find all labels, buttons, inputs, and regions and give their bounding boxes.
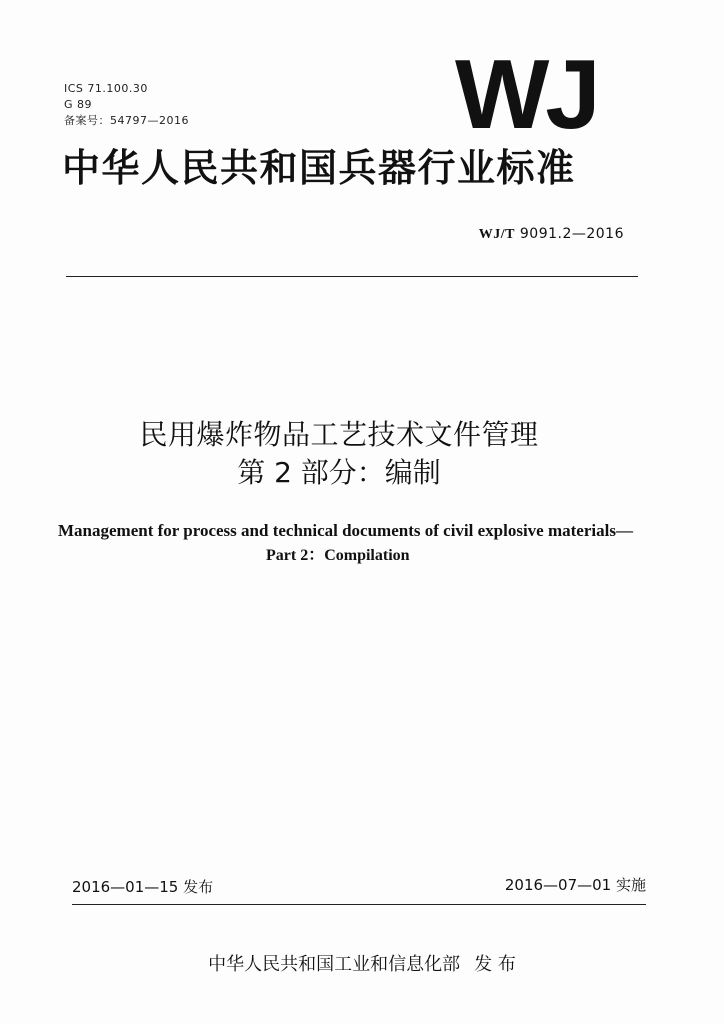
- wj-logo: WJ: [455, 39, 597, 149]
- ics-code: ICS 71.100.30: [64, 82, 148, 95]
- publisher-line: [0, 952, 724, 978]
- standard-number-prefix: WJ/T: [478, 227, 515, 242]
- standard-category-title: 中华人民共和国兵器行业标准: [62, 146, 576, 190]
- issue-date: 2016—01—15 发布: [72, 878, 214, 896]
- title-english-line2: Part 2：Compilation: [266, 547, 410, 564]
- standard-number: [479, 224, 624, 245]
- bottom-divider: [72, 904, 646, 905]
- category-code: G 89: [64, 98, 93, 111]
- title-english-line1: Management for process and technical documents of civil explosive materials—: [58, 521, 633, 540]
- standard-number-value: 9091.2—2016: [519, 226, 624, 242]
- publisher-name: 中华人民共和国工业和信息化部: [208, 954, 461, 975]
- top-divider: [66, 276, 638, 277]
- title-chinese-line2: 第 2 部分：编制: [237, 456, 441, 489]
- title-chinese-line1: 民用爆炸物品工艺技术文件管理: [139, 418, 539, 451]
- classification-block: [64, 81, 189, 129]
- filing-number: 备案号：54797—2016: [64, 114, 189, 127]
- implementation-date: 2016—07—01 实施: [504, 876, 646, 894]
- publisher-verb: 发 布: [474, 954, 516, 975]
